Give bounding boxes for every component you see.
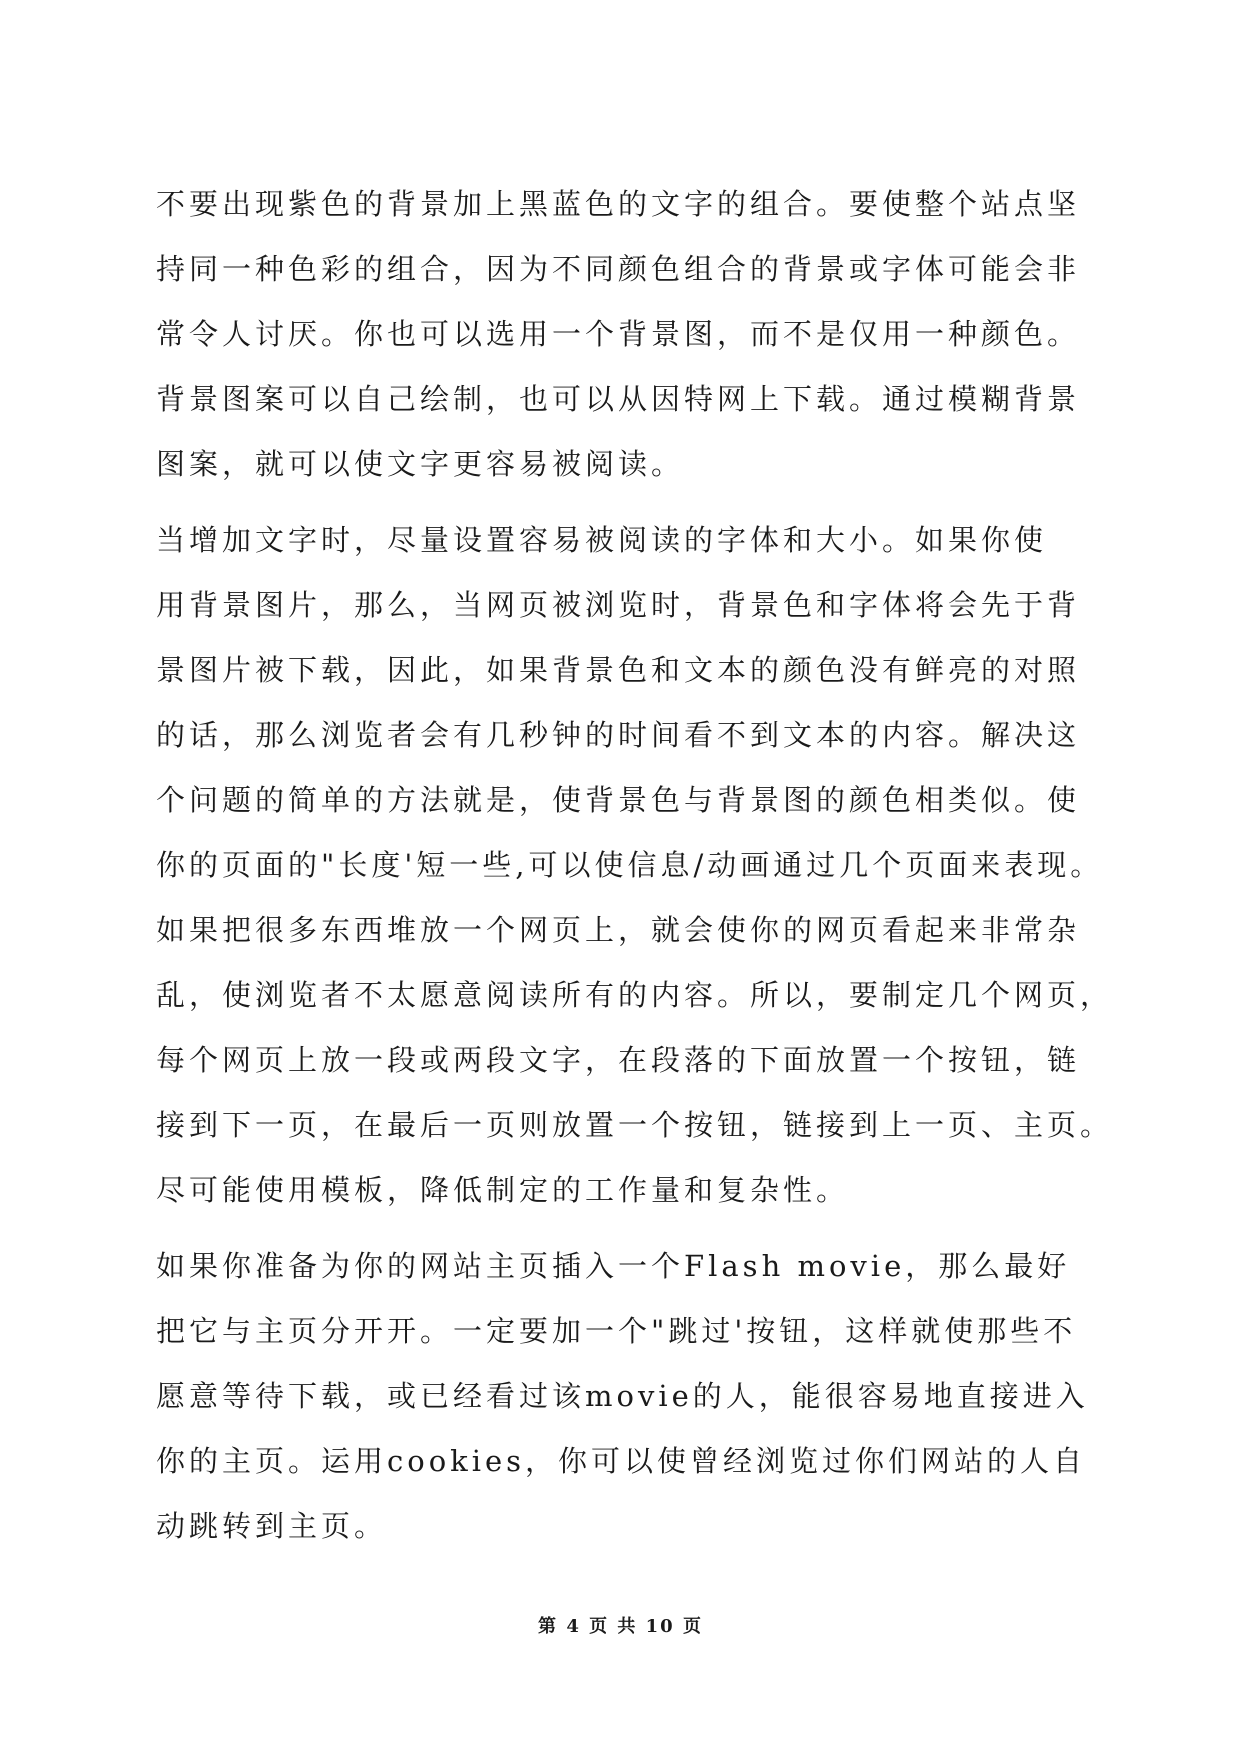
paragraph-line: 如果把很多东西堆放一个网页上，就会使你的网页看起来非常杂 [156,913,1081,947]
paragraph-3 [156,1248,1096,1573]
paragraph-line: 背景图案可以自己绘制，也可以从因特网上下载。通过模糊背景 [156,382,1081,416]
paragraph-line: 用背景图片，那么，当网页被浏览时，背景色和字体将会先于背 [156,588,1081,622]
paragraph-line: 尽可能使用模板，降低制定的工作量和复杂性。 [156,1173,850,1207]
paragraph-line: 景图片被下载，因此，如果背景色和文本的颜色没有鲜亮的对照 [156,653,1081,687]
page-number-footer: 第 4 页 共 10 页 [538,1616,703,1637]
paragraph-line: 图案，就可以使文字更容易被阅读。 [156,447,685,481]
paragraph-line: 你的主页。运用cookies，你可以使曾经浏览过你们网站的人自 [156,1444,1087,1478]
paragraph-line: 动跳转到主页。 [156,1509,388,1543]
paragraph-line: 每个网页上放一段或两段文字，在段落的下面放置一个按钮，链 [156,1043,1081,1077]
paragraph-line: 把它与主页分开开。一定要加一个"跳过'按钮，这样就使那些不 [156,1314,1077,1348]
paragraph-line: 常令人讨厌。你也可以选用一个背景图，而不是仅用一种颜色。 [156,317,1081,351]
paragraph-line: 你的页面的"长度'短一些,可以使信息/动画通过几个页面来表现。 [156,848,1104,882]
paragraph-line: 的话，那么浏览者会有几秒钟的时间看不到文本的内容。解决这 [156,718,1081,752]
paragraph-line: 接到下一页，在最后一页则放置一个按钮，链接到上一页、主页。 [156,1108,1114,1142]
paragraph-line: 愿意等待下载，或已经看过该movie的人，能很容易地直接进入 [156,1379,1089,1413]
document-body [156,186,1114,1573]
paragraph-2 [156,522,1114,1248]
paragraph-line: 当增加文字时，尽量设置容易被阅读的字体和大小。如果你使 [156,523,1048,557]
paragraph-line: 个问题的简单的方法就是，使背景色与背景图的颜色相类似。使 [156,783,1081,817]
paragraph-line: 持同一种色彩的组合，因为不同颜色组合的背景或字体可能会非 [156,252,1081,286]
paragraph-1 [156,186,1096,522]
paragraph-line: 不要出现紫色的背景加上黑蓝色的文字的组合。要使整个站点坚 [156,187,1081,221]
paragraph-line: 乱，使浏览者不太愿意阅读所有的内容。所以，要制定几个网页， [156,978,1114,1012]
paragraph-line: 如果你准备为你的网站主页插入一个Flash movie，那么最好 [156,1249,1071,1283]
